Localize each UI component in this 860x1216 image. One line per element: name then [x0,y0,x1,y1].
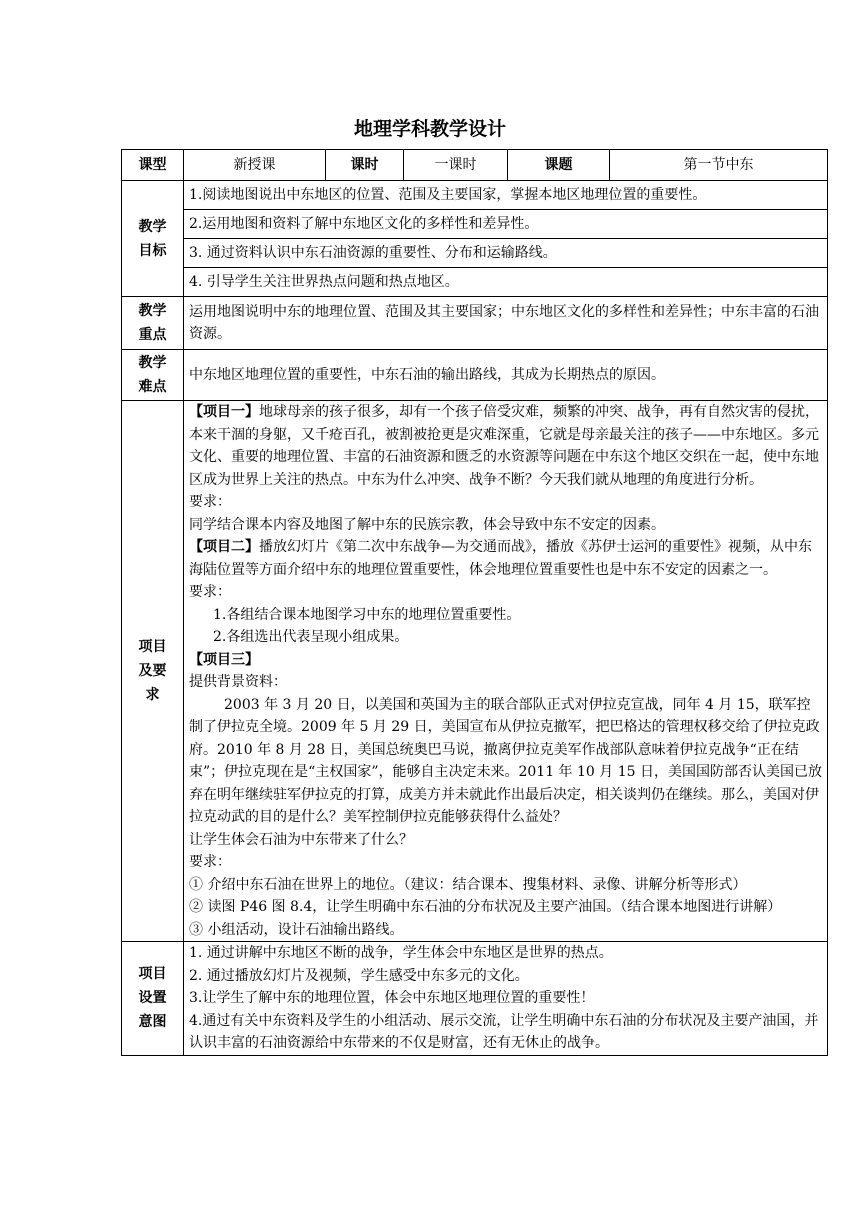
difficulties-text: 中东地区地理位置的重要性，中东石油的输出路线，其成为长期热点的原因。 [184,350,828,401]
header-row [122,150,828,181]
project-3-req-3: ③ 小组活动，设计石油输出路线。 [189,921,404,938]
project-3-title: 【项目三】 [189,651,259,668]
objective-item-4: 4. 引导学生关注世界热点问题和热点地区。 [184,268,828,297]
intent-row [122,942,828,1056]
project-2-req-label: 要求： [189,584,231,600]
project-2-title: 【项目二】 [189,539,259,555]
projects-label: 项目及要求 [122,401,184,942]
project-1-paragraph [189,401,822,491]
project-2-req-2: 2.各组选出代表呈现小组成果。 [213,629,409,645]
objective-row [122,181,828,210]
key-points-text: 运用地图说明中东的地理位置、范围及其主要国家；中东地区文化的多样性和差异性；中东丰富的石油资源。 [184,297,828,350]
objective-row [122,210,828,239]
projects-content [184,401,828,942]
project-1-title: 【项目一】 [189,404,259,420]
course-type-label: 课型 [122,150,184,181]
key-points-label: 教学重点 [122,297,184,350]
objective-item-3: 3. 通过资料认识中东石油资源的重要性、分布和运输路线。 [184,239,828,268]
intent-item-2: 2. 通过播放幻灯片及视频，学生感受中东多元的文化。 [189,967,529,984]
project-2-req-1: 1.各组结合课本地图学习中东的地理位置重要性。 [213,606,521,623]
objective-row [122,268,828,297]
intent-label: 项目设置意图 [122,942,184,1056]
objectives-label: 教学目标 [122,181,184,297]
project-3-background: 2003 年 3 月 20 日，以美国和英国为主的联合部队正式对伊拉克宣战，同年 4 月 15，联军控制了伊拉克全境。2009 年 5 月 29 日，美国宣布从伊拉克撤军，把巴格达的管理权移交给了伊拉克政府。2010 年 8 月 28 日，美国总统奥巴马说，撤离伊拉克美军作战部队意味着伊拉克战争“正在结束”；伊拉克现在是“主权国家”，能够自主决定未来。2011 年 10 月 15 日，美国国防部否认美国已放弃在明年继续驻军伊拉克的打算，成美方并未就此作出最后决定，相关谈判仍在继续。那么，美国对伊拉克动武的目的是什么？美军控制伊拉克能够获得什么益处？ [189,696,822,825]
project-1-req: 同学结合课本内容及地图了解中东的民族宗教，体会导致中东不安定的因素。 [189,516,665,533]
intent-item-1: 1. 通过讲解中东地区不断的战争，学生体会中东地区是世界的热点。 [189,945,613,961]
project-3-req-label: 要求： [189,854,231,870]
difficulties-row [122,350,828,401]
objective-row [122,239,828,268]
difficulties-label: 教学难点 [122,350,184,401]
document-title: 地理学科教学设计 [353,118,506,140]
project-2-paragraph [189,536,822,581]
projects-row [122,401,828,942]
class-hours-value: 一课时 [404,150,508,181]
project-3-background-label: 提供背景资料： [189,674,287,690]
project-3-req-1: ① 介绍中东石油在世界上的地位。（建议：结合课本、搜集材料、录像、讲解分析等形式） [189,876,747,893]
topic-value: 第一节中东 [610,150,828,181]
intent-item-3: 3.让学生了解中东的地理位置，体会中东地区地理位置的重要性！ [189,990,595,1006]
key-points-row [122,297,828,350]
class-hours-label: 课时 [326,150,404,181]
lesson-plan-table [121,149,828,1056]
project-1-text: 地球母亲的孩子很多，却有一个孩子倍受灾难，频繁的冲突、战争，再有自然灾害的侵扰，本来干涸的身躯，又千疮百孔，被割被抢更是灾难深重，它就是母亲最关注的孩子——中东地区。多元文化、重要的地理位置、丰富的石油资源和匮乏的水资源等问题在中东这个地区交织在一起，使中东地区成为世界上关注的热点。中东为什么冲突、战争不断？今天我们就从地理的角度进行分析。 [189,404,819,488]
intent-item-4: 4.通过有关中东资料及学生的小组活动、展示交流，让学生明确中东石油的分布状况及主要产油国，并认识丰富的石油资源给中东带来的不仅是财富，还有无休止的战争。 [189,1012,819,1051]
project-1-req-label: 要求： [189,494,231,510]
course-type-value: 新授课 [184,150,326,181]
objective-item-1: 1.阅读地图说出中东地区的位置、范围及主要国家，掌握本地区地理位置的重要性。 [184,181,828,210]
project-2-text: 播放幻灯片《第二次中东战争—为交通而战》，播放《苏伊士运河的重要性》视频，从中东海陆位置等方面介绍中东的地理位置重要性，体会地理位置重要性也是中东不安定的因素之一。 [189,539,812,578]
topic-label: 课题 [508,150,610,181]
project-3-req-2: ② 读图 P46 图 8.4，让学生明确中东石油的分布状况及主要产油国。（结合课本地图进行讲解） [189,899,782,915]
project-3-question: 让学生体会石油为中东带来了什么？ [189,831,413,848]
intent-content [184,942,828,1056]
objective-item-2: 2.运用地图和资料了解中东地区文化的多样性和差异性。 [184,210,828,239]
